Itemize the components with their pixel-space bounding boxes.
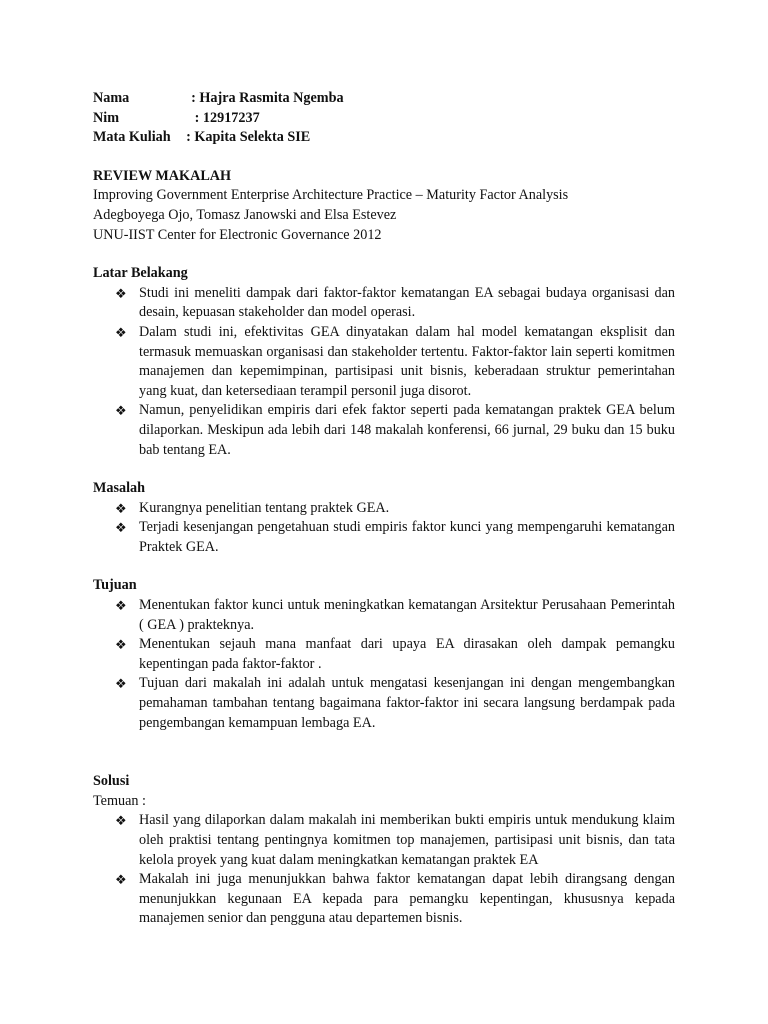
- meta-key-nama: Nama: [93, 90, 130, 106]
- section-latar-belakang: [93, 264, 675, 460]
- list-item-text: Tujuan dari makalah ini adalah untuk mengatasi kesenjangan ini dengan mengembangkan pemahaman tambahan tentang bagaimana faktor-faktor ini secara langsung berdampak pada pengembangan kemampuan lembaga EA.: [139, 675, 675, 731]
- list-solusi: [93, 811, 675, 929]
- meta-row-mata-kuliah: [93, 128, 675, 148]
- section-tujuan: [93, 576, 675, 733]
- meta-key-mata-kuliah: Mata Kuliah: [93, 129, 171, 146]
- document-page: [93, 89, 675, 929]
- list-item: [93, 635, 675, 674]
- list-item: [93, 401, 675, 460]
- meta-value-nama: : Hajra Rasmita Ngemba: [184, 90, 344, 106]
- paper-authors: Adegboyega Ojo, Tomasz Janowski and Elsa Estevez: [93, 206, 397, 223]
- list-item-text: Kurangnya penelitian tentang praktek GEA.: [139, 499, 390, 516]
- diamond-bullet-icon: ❖: [115, 500, 127, 516]
- diamond-bullet-icon: ❖: [115, 403, 127, 419]
- diamond-bullet-icon: ❖: [115, 676, 127, 692]
- list-item: [93, 811, 675, 870]
- list-item: [93, 870, 675, 929]
- list-item-text: Terjadi kesenjangan pengetahuan studi empiris faktor kunci yang mempengaruhi kematangan Praktek GEA.: [139, 519, 675, 555]
- list-item: [93, 518, 675, 557]
- meta-value-nim: : 12917237: [184, 109, 260, 126]
- section-title-tujuan: Tujuan: [93, 577, 137, 594]
- list-item-text: Makalah ini juga menunjukkan bahwa faktor kematangan dapat lebih dirangsang dengan menunjukkan kegunaan EA kepada para pemangku kepentingan, khususnya kepada manajemen senior dan pengguna atau departemen bisnis.: [139, 871, 675, 927]
- diamond-bullet-icon: ❖: [115, 637, 127, 653]
- diamond-bullet-icon: ❖: [115, 872, 127, 888]
- student-info: [93, 89, 675, 148]
- diamond-bullet-icon: ❖: [115, 813, 127, 829]
- meta-row-nama: [93, 89, 675, 109]
- section-masalah: [93, 479, 675, 557]
- review-block: [93, 167, 675, 245]
- diamond-bullet-icon: ❖: [115, 285, 127, 301]
- paper-title: Improving Government Enterprise Architecture Practice – Maturity Factor Analysis: [93, 187, 569, 204]
- list-item: [93, 323, 675, 401]
- meta-row-nim: [93, 109, 675, 129]
- list-item: [93, 674, 675, 733]
- diamond-bullet-icon: ❖: [115, 520, 127, 536]
- diamond-bullet-icon: ❖: [115, 324, 127, 340]
- meta-key-nim: Nim: [93, 109, 120, 126]
- list-item: [93, 596, 675, 635]
- list-item-text: Namun, penyelidikan empiris dari efek faktor seperti pada kematangan praktek GEA belum dilaporkan. Meskipun ada lebih dari 148 makalah konferensi, 66 jurnal, 29 buku dan 15 buku bab tentang EA.: [139, 402, 675, 458]
- list-latar-belakang: [93, 284, 675, 460]
- section-title-latar-belakang: Latar Belakang: [93, 265, 188, 282]
- section-title-masalah: Masalah: [93, 480, 146, 497]
- review-heading: REVIEW MAKALAH: [93, 167, 232, 184]
- section-subtitle-temuan: Temuan :: [93, 792, 146, 809]
- list-item-text: Hasil yang dilaporkan dalam makalah ini memberikan bukti empiris untuk mendukung klaim oleh praktisi tentang pentingnya komitmen top manajemen, partisipasi unit bisnis, dan tata kelola proyek yang kuat dalam meningkatkan kematangan praktek EA: [139, 812, 675, 868]
- list-item-text: Menentukan sejauh mana manfaat dari upaya EA dirasakan oleh dampak pemangku kepentingan pada faktor-faktor .: [139, 636, 675, 672]
- list-item: [93, 284, 675, 323]
- paper-venue: UNU-IIST Center for Electronic Governance 2012: [93, 226, 382, 243]
- section-solusi: [93, 772, 675, 929]
- section-title-solusi: Solusi: [93, 773, 130, 790]
- list-item-text: Menentukan faktor kunci untuk meningkatkan kematangan Arsitektur Perusahaan Pemerintah ( GEA ) prakteknya.: [139, 597, 675, 633]
- list-item-text: Dalam studi ini, efektivitas GEA dinyatakan dalam hal model kematangan eksplisit dan termasuk memuaskan organisasi dan stakeholder tertentu. Faktor-faktor lain seperti komitmen manajemen dan kepemimpinan, partisipasi unit bisnis, keberadaan struktur pemerintahan yang kuat, dan ketersediaan terampil personil juga disorot.: [139, 323, 675, 399]
- list-item: [93, 499, 675, 519]
- meta-value-mata-kuliah: : Kapita Selekta SIE: [179, 129, 311, 146]
- diamond-bullet-icon: ❖: [115, 598, 127, 614]
- list-tujuan: [93, 596, 675, 733]
- list-item-text: Studi ini meneliti dampak dari faktor-faktor kematangan EA sebagai budaya organisasi dan desain, kepuasan stakeholder dan model operasi.: [139, 284, 675, 321]
- list-masalah: [93, 499, 675, 558]
